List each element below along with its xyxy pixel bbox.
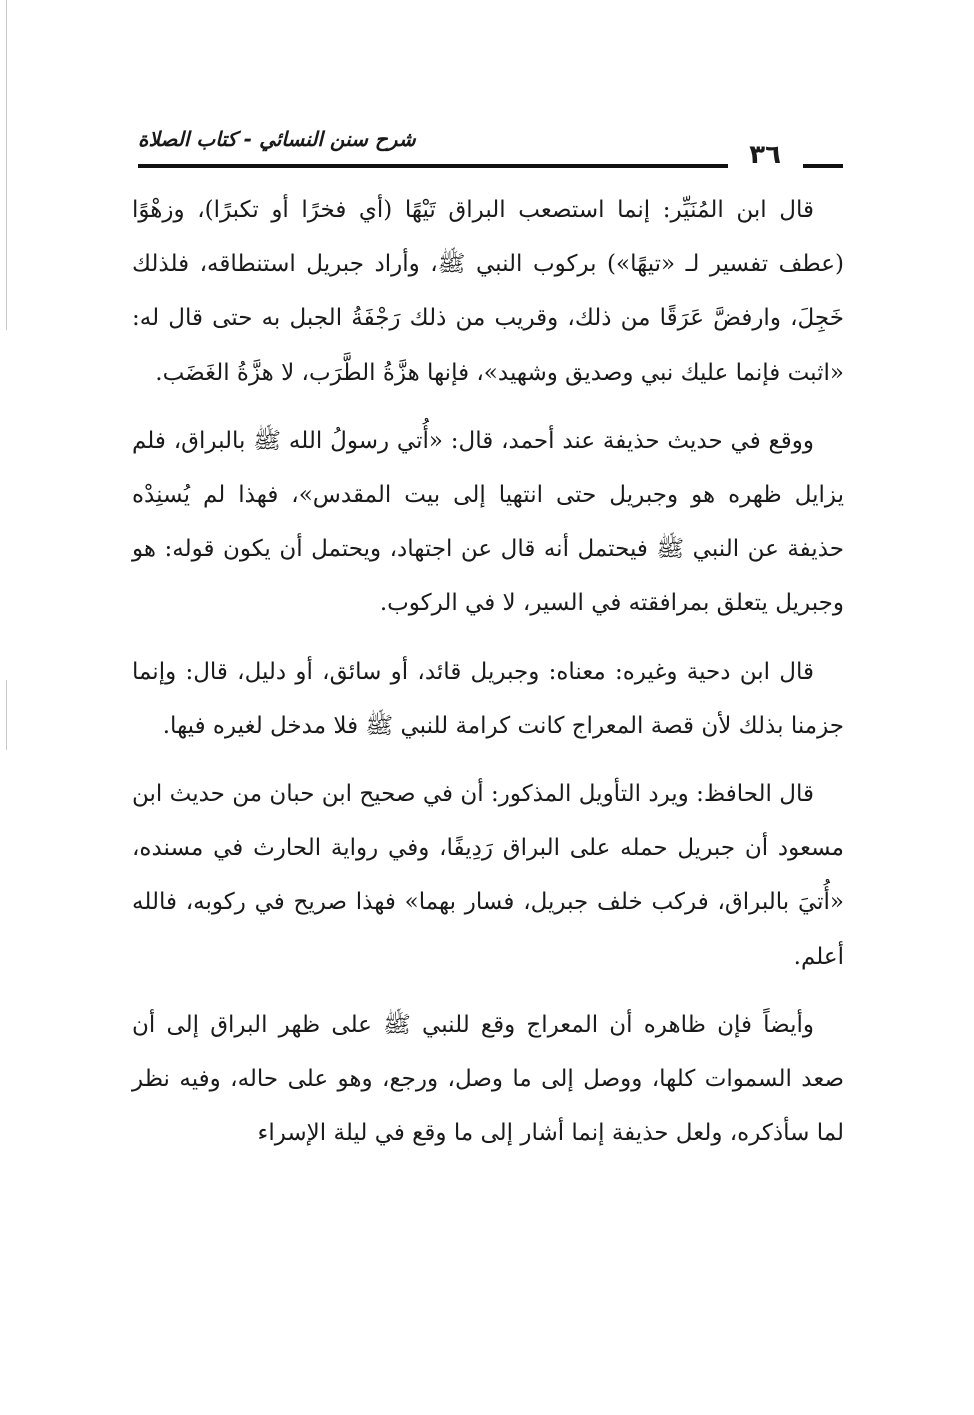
paragraph: قال ابن دحية وغيره: معناه: وجبريل قائد، أو سائق، أو دليل، قال: وإنما جزمنا بذلك لأن قصة المعراج كانت كرامة للنبي ﷺ فلا مدخل لغيره فيها. bbox=[132, 658, 844, 739]
scan-edge-line bbox=[6, 680, 7, 750]
header-rule bbox=[138, 164, 728, 168]
page-number-rule bbox=[803, 164, 843, 168]
running-header bbox=[138, 126, 843, 170]
header-title: شرح سنن النسائي - كتاب الصلاة bbox=[138, 127, 416, 151]
page-number: ٣٦ bbox=[749, 140, 781, 170]
paragraph: ووقع في حديث حذيفة عند أحمد، قال: «أُتي رسولُ الله ﷺ بالبراق، فلم يزايل ظهره هو وجبريل حتى انتهيا إلى بيت المقدس»، فهذا لم يُسنِدْه حذيفة عن النبي ﷺ فيحتمل أنه قال عن اجتهاد، ويحتمل أن يكون قوله: هو وجبريل يتعلق بمرافقته في السير، لا في الركوب. bbox=[132, 427, 844, 617]
paragraph: وأيضاً فإن ظاهره أن المعراج وقع للنبي ﷺ على ظهر البراق إلى أن صعد السموات كلها، ووصل إلى ما وصل، ورجع، وهو على حاله، وفيه نظر لما سأذكره، ولعل حذيفة إنما أشار إلى ما وقع في ليلة الإسراء bbox=[132, 1011, 844, 1147]
body-text bbox=[132, 183, 844, 1174]
scan-edge-line bbox=[6, 0, 7, 330]
paragraph: قال ابن المُنَيِّر: إنما استصعب البراق تَيْهًا (أي فخرًا أو تكبرًا)، وزهْوًا (عطف تفسير لـ «تيهًا») بركوب النبي ﷺ، وأراد جبريل استنطاقه، فلذلك خَجِلَ، وارفضَّ عَرَقًا من ذلك، وقريب من ذلك رَجْفَةُ الجبل به حتى قال له: «اثبت فإنما عليك نبي وصديق وشهيد»، فإنها هزَّةُ الطَّرَب، لا هزَّةُ الغَضَب. bbox=[132, 197, 844, 386]
paragraph: قال الحافظ: ويرد التأويل المذكور: أن في صحيح ابن حبان من حديث ابن مسعود أن جبريل حمله على البراق رَدِيفًا، وفي رواية الحارث في مسنده، «أُتيَ بالبراق، فركب خلف جبريل، فسار بهما» فهذا صريح في ركوبه، فالله أعلم. bbox=[132, 781, 844, 970]
